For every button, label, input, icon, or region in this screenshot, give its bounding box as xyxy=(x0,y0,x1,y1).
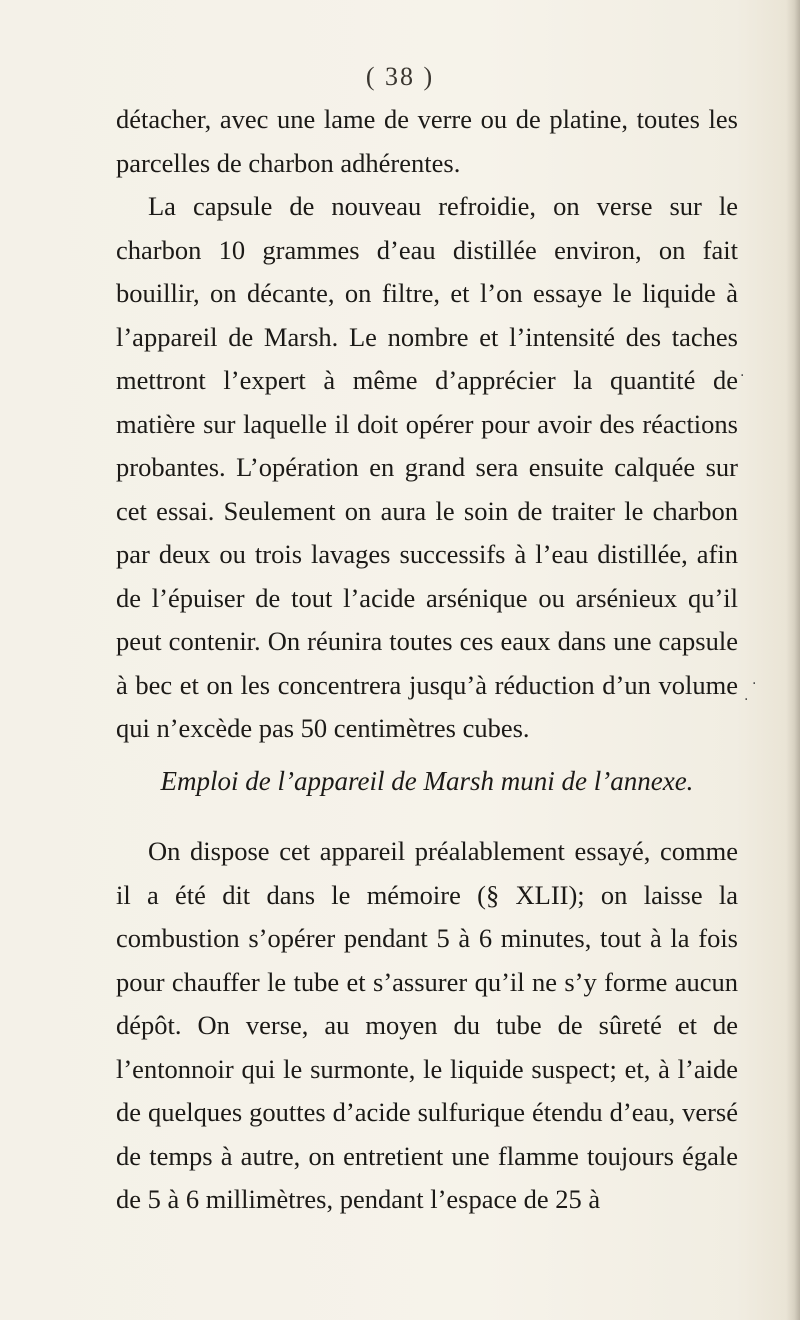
margin-speck: · xyxy=(752,676,757,692)
page-edge-shadow xyxy=(786,0,800,1320)
margin-speck: · xyxy=(744,692,749,708)
page-number: ( 38 ) xyxy=(365,62,435,91)
paragraph-continuation: détacher, avec une lame de verre ou de platine, toutes les parcelles de charbon adhérentes. xyxy=(116,104,738,178)
margin-speck: · xyxy=(740,368,745,384)
paragraph-appareil: On dispose cet appareil préalablement essayé, comme il a été dit dans le mémoire (§ XLII); on laisse la combustion s’opérer pendant 5 à 6 minutes, tout à la fois pour chauffer le tube et s’assurer qu’il ne s’y forme aucun dépôt. On verse, au moyen du tube de sûreté et de l’entonnoir qui le surmonte, le liquide suspect; et, à l’aide de quelques gouttes d’acide sulfurique étendu d’eau, versé de temps à autre, on entretient une flamme toujours égale de 5 à 6 millimètres, pendant l’espace de 25 à xyxy=(116,836,738,1214)
section-heading: Emploi de l’appareil de Marsh muni de l’annexe. xyxy=(160,766,694,796)
body-text-bottom xyxy=(116,830,738,1222)
body-text-top xyxy=(116,98,738,751)
paragraph-capsule: La capsule de nouveau refroidie, on verse sur le charbon 10 grammes d’eau distillée environ, on fait bouillir, on décante, on filtre, et l’on essaye le liquide à l’appareil de Marsh. Le nombre et l’intensité des taches mettront l’expert à même d’apprécier la quantité de matière sur laquelle il doit opérer pour avoir des réactions probantes. L’opération en grand sera ensuite calquée sur cet essai. Seulement on aura le soin de traiter le charbon par deux ou trois lavages successifs à l’eau distillée, afin de l’épuiser de tout l’acide arsénique ou arsénieux qu’il peut contenir. On réunira toutes ces eaux dans une capsule à bec et on les concentrera jusqu’à réduction d’un volume qui n’excède pas 50 centimètres cubes. xyxy=(116,191,738,743)
